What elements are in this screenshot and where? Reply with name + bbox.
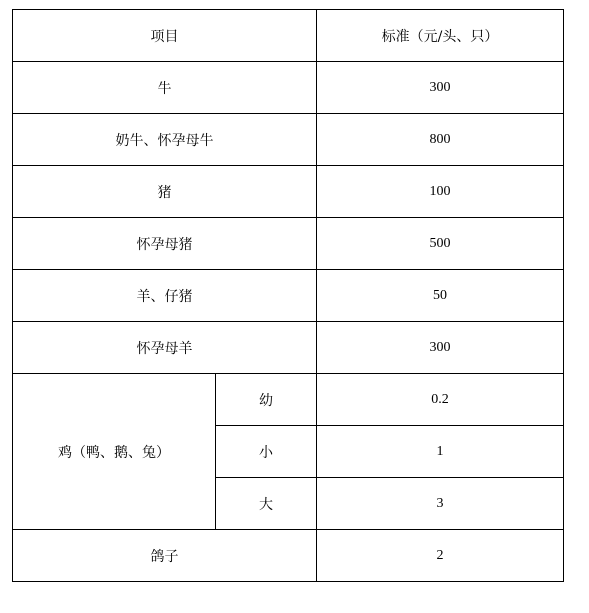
table-row — [13, 62, 564, 114]
table-header-row — [13, 10, 564, 62]
poultry-item: 鸡（鸭、鹅、兔） — [13, 374, 216, 530]
table-row — [13, 270, 564, 322]
row-value: 0.2 — [317, 374, 564, 426]
table-row — [13, 114, 564, 166]
row-value: 800 — [317, 114, 564, 166]
header-item: 项目 — [13, 10, 317, 62]
table-row — [13, 322, 564, 374]
row-item: 怀孕母羊 — [13, 322, 317, 374]
poultry-size: 幼 — [216, 374, 317, 426]
row-item: 怀孕母猪 — [13, 218, 317, 270]
row-value: 300 — [317, 62, 564, 114]
row-value: 100 — [317, 166, 564, 218]
row-item: 羊、仔猪 — [13, 270, 317, 322]
table-row — [13, 166, 564, 218]
row-value: 50 — [317, 270, 564, 322]
poultry-size: 小 — [216, 426, 317, 478]
row-item: 猪 — [13, 166, 317, 218]
table-row — [13, 218, 564, 270]
table-row — [13, 530, 564, 582]
row-value: 1 — [317, 426, 564, 478]
row-item: 牛 — [13, 62, 317, 114]
row-value: 500 — [317, 218, 564, 270]
row-value: 300 — [317, 322, 564, 374]
compensation-standard-table — [12, 9, 564, 582]
poultry-size: 大 — [216, 478, 317, 530]
row-item: 鸽子 — [13, 530, 317, 582]
row-item: 奶牛、怀孕母牛 — [13, 114, 317, 166]
header-standard: 标准（元/头、只） — [317, 10, 564, 62]
row-value: 3 — [317, 478, 564, 530]
table-row — [13, 374, 564, 426]
row-value: 2 — [317, 530, 564, 582]
